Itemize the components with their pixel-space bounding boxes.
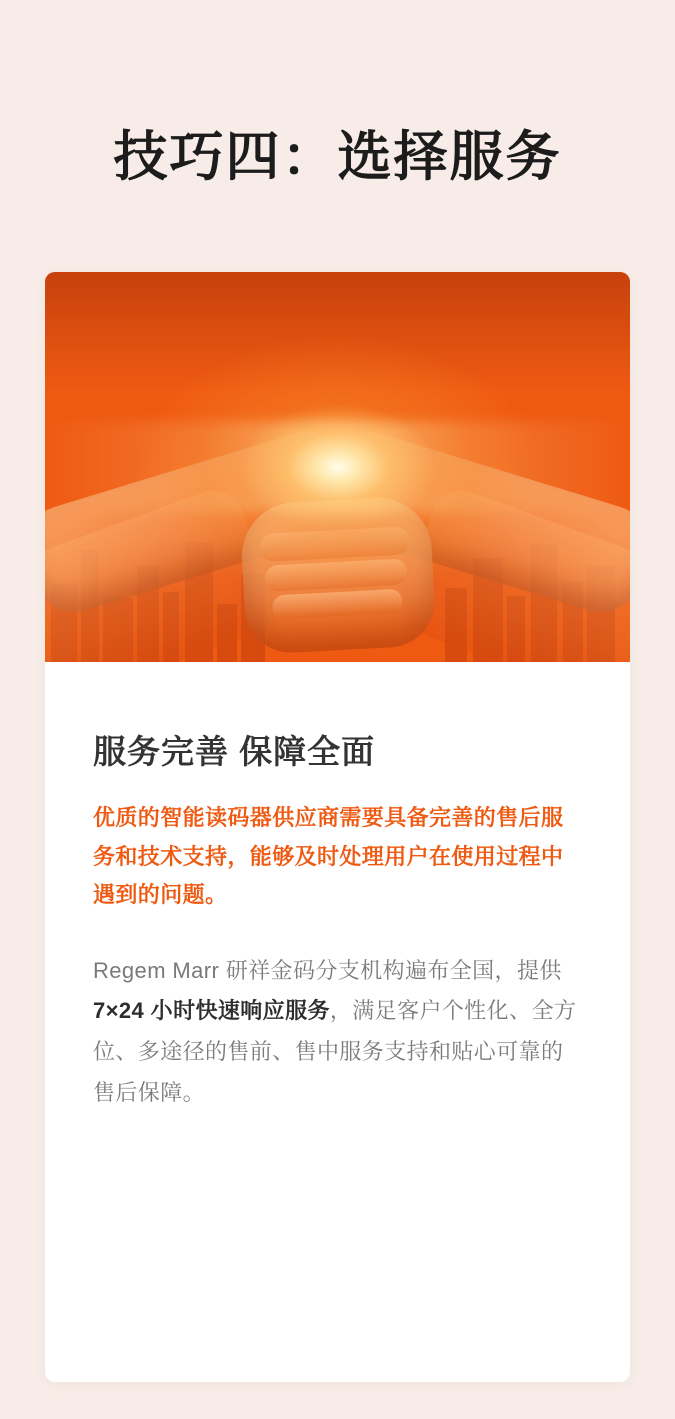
section-subtitle: 服务完善 保障全面	[93, 733, 376, 771]
body-paragraph	[93, 951, 582, 1114]
body-paragraph-lead: Regem Marr 研祥金码分支机构遍布全国，提供	[93, 957, 562, 983]
content-card	[45, 272, 630, 1382]
poster-page	[0, 36, 675, 1419]
card-body	[45, 662, 630, 1113]
page-title: 技巧四：选择服务	[113, 127, 562, 188]
handshake-hero-image	[45, 272, 630, 662]
sunburst-glow	[108, 317, 568, 617]
highlight-paragraph: 优质的智能读码器供应商需要具备完善的售后服务和技术支持，能够及时处理用户在使用过程中遇到的问题。	[93, 805, 564, 908]
body-paragraph-tail: ，满足客户个性化、全方位、多途径的售前、售中服务支持和贴心可靠的售后保障。	[93, 998, 577, 1105]
body-paragraph-bold: 7×24 小时快速响应服务	[93, 998, 330, 1024]
